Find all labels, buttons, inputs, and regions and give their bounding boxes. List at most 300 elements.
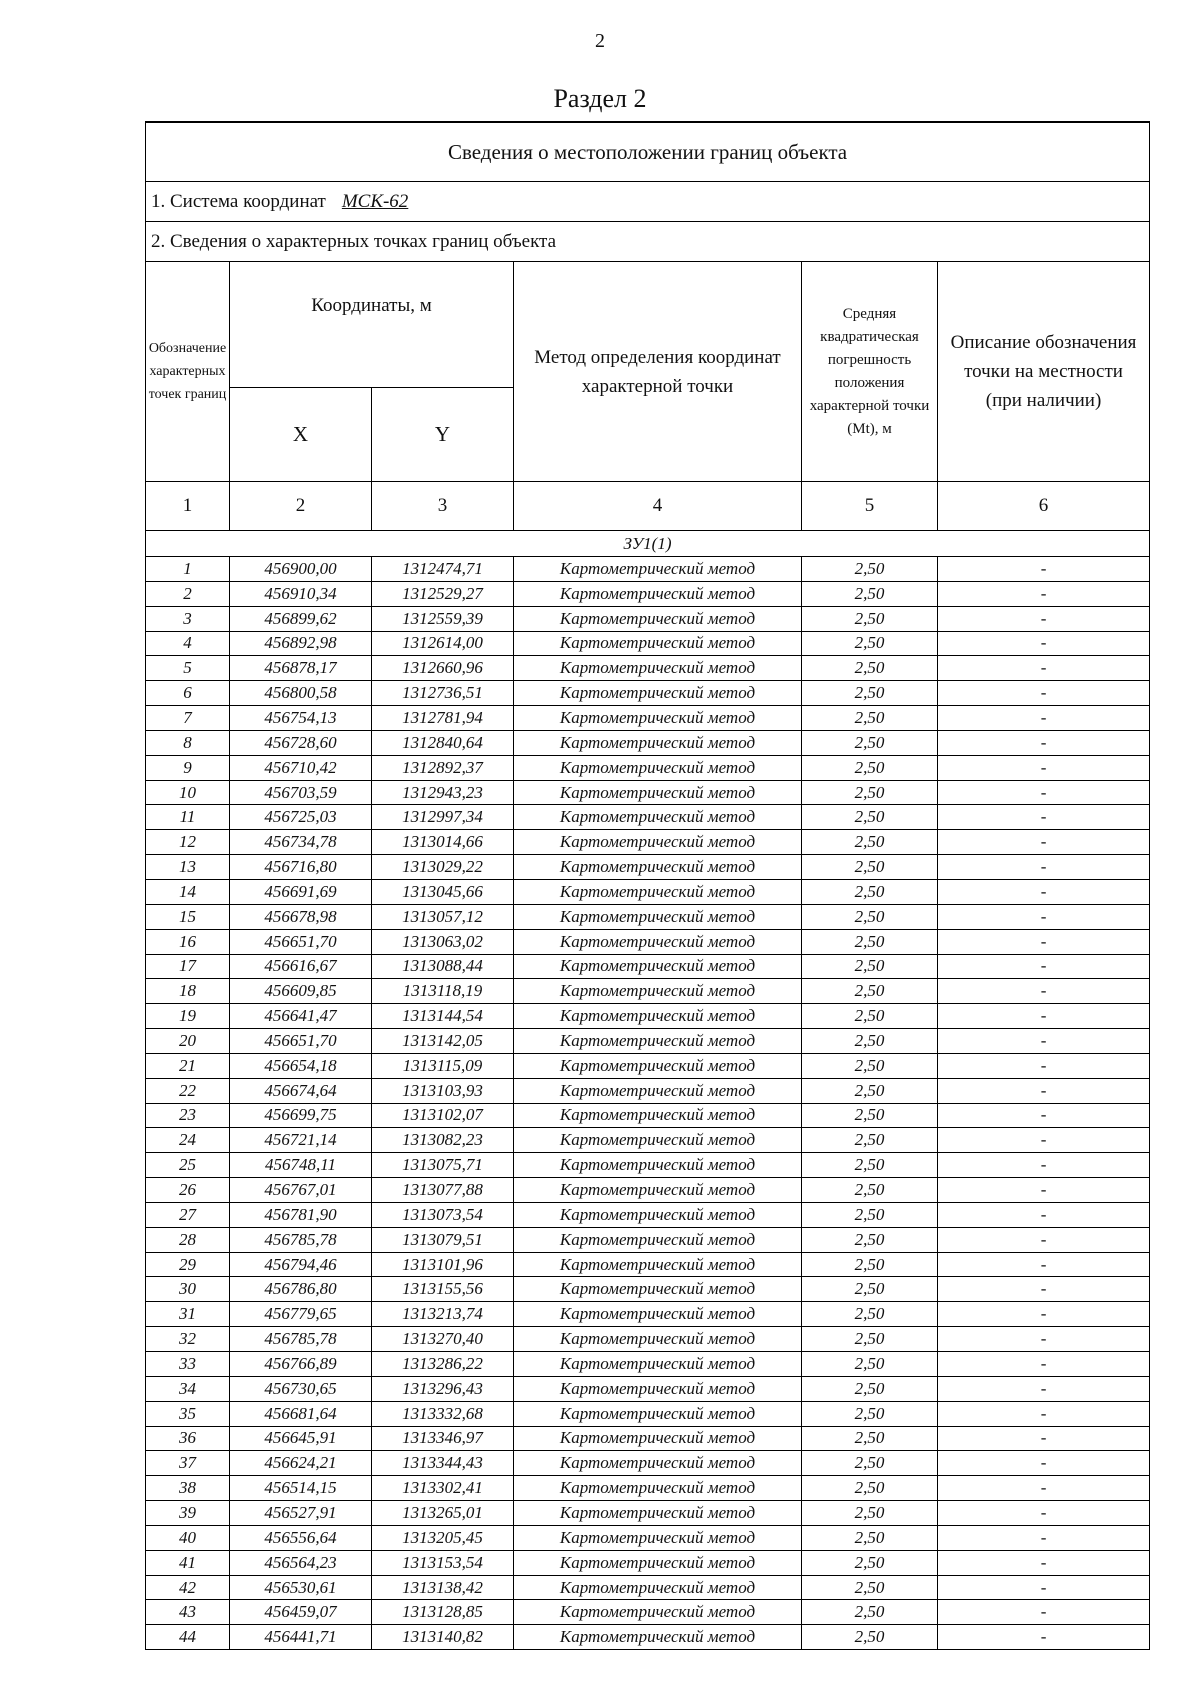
point-number-cell: 43 bbox=[146, 1600, 230, 1625]
point-number-cell: 23 bbox=[146, 1103, 230, 1128]
y-coordinate-cell: 1312840,64 bbox=[372, 730, 514, 755]
point-number-cell: 25 bbox=[146, 1153, 230, 1178]
point-number-cell: 38 bbox=[146, 1476, 230, 1501]
x-coordinate-cell: 456779,65 bbox=[230, 1302, 372, 1327]
section-title: Раздел 2 bbox=[553, 84, 647, 113]
column-number: 5 bbox=[802, 482, 938, 531]
y-coordinate-cell: 1312559,39 bbox=[372, 606, 514, 631]
method-cell: Картометрический метод bbox=[514, 1153, 802, 1178]
y-coordinate-cell: 1312614,00 bbox=[372, 631, 514, 656]
error-cell: 2,50 bbox=[802, 979, 938, 1004]
point-number-cell: 18 bbox=[146, 979, 230, 1004]
error-cell: 2,50 bbox=[802, 656, 938, 681]
point-number-cell: 8 bbox=[146, 730, 230, 755]
y-coordinate-cell: 1312529,27 bbox=[372, 581, 514, 606]
description-cell: - bbox=[938, 1575, 1150, 1600]
y-coordinate-cell: 1313142,05 bbox=[372, 1029, 514, 1054]
table-row bbox=[146, 929, 1150, 954]
zone-label: ЗУ1(1) bbox=[146, 531, 1150, 557]
error-cell: 2,50 bbox=[802, 1401, 938, 1426]
points-section-label: 2. Сведения о характерных точках границ объекта bbox=[146, 222, 1150, 262]
page-number: 2 bbox=[595, 30, 605, 52]
point-number-cell: 7 bbox=[146, 706, 230, 731]
y-coordinate-cell: 1313079,51 bbox=[372, 1227, 514, 1252]
point-number-cell: 16 bbox=[146, 929, 230, 954]
column-number: 4 bbox=[514, 482, 802, 531]
method-cell: Картометрический метод bbox=[514, 681, 802, 706]
error-cell: 2,50 bbox=[802, 1202, 938, 1227]
method-cell: Картометрический метод bbox=[514, 1625, 802, 1650]
description-cell: - bbox=[938, 855, 1150, 880]
error-cell: 2,50 bbox=[802, 1053, 938, 1078]
x-coordinate-cell: 456691,69 bbox=[230, 879, 372, 904]
x-coordinate-cell: 456441,71 bbox=[230, 1625, 372, 1650]
method-cell: Картометрический метод bbox=[514, 1426, 802, 1451]
error-cell: 2,50 bbox=[802, 755, 938, 780]
x-coordinate-cell: 456624,21 bbox=[230, 1451, 372, 1476]
error-cell: 2,50 bbox=[802, 855, 938, 880]
description-cell: - bbox=[938, 1202, 1150, 1227]
x-coordinate-cell: 456794,46 bbox=[230, 1252, 372, 1277]
x-coordinate-cell: 456754,13 bbox=[230, 706, 372, 731]
point-number-cell: 40 bbox=[146, 1525, 230, 1550]
y-coordinate-cell: 1312781,94 bbox=[372, 706, 514, 731]
error-cell: 2,50 bbox=[802, 1302, 938, 1327]
x-coordinate-cell: 456556,64 bbox=[230, 1525, 372, 1550]
y-coordinate-cell: 1313063,02 bbox=[372, 929, 514, 954]
table-row bbox=[146, 1451, 1150, 1476]
point-number-cell: 32 bbox=[146, 1327, 230, 1352]
y-coordinate-cell: 1313346,97 bbox=[372, 1426, 514, 1451]
error-cell: 2,50 bbox=[802, 1178, 938, 1203]
coord-system-row bbox=[146, 182, 1150, 222]
x-coordinate-cell: 456699,75 bbox=[230, 1103, 372, 1128]
description-cell: - bbox=[938, 805, 1150, 830]
error-cell: 2,50 bbox=[802, 1451, 938, 1476]
error-cell: 2,50 bbox=[802, 1625, 938, 1650]
point-number-cell: 37 bbox=[146, 1451, 230, 1476]
error-cell: 2,50 bbox=[802, 1476, 938, 1501]
point-number-cell: 3 bbox=[146, 606, 230, 631]
method-cell: Картометрический метод bbox=[514, 581, 802, 606]
x-coordinate-cell: 456785,78 bbox=[230, 1327, 372, 1352]
y-coordinate-cell: 1313128,85 bbox=[372, 1600, 514, 1625]
error-cell: 2,50 bbox=[802, 1277, 938, 1302]
method-cell: Картометрический метод bbox=[514, 904, 802, 929]
y-coordinate-cell: 1313118,19 bbox=[372, 979, 514, 1004]
error-cell: 2,50 bbox=[802, 1252, 938, 1277]
column-number: 6 bbox=[938, 482, 1150, 531]
method-cell: Картометрический метод bbox=[514, 1600, 802, 1625]
error-cell: 2,50 bbox=[802, 557, 938, 582]
method-cell: Картометрический метод bbox=[514, 706, 802, 731]
point-number-cell: 14 bbox=[146, 879, 230, 904]
point-number-cell: 11 bbox=[146, 805, 230, 830]
x-coordinate-cell: 456748,11 bbox=[230, 1153, 372, 1178]
error-cell: 2,50 bbox=[802, 1376, 938, 1401]
table-row bbox=[146, 1078, 1150, 1103]
table-row bbox=[146, 557, 1150, 582]
column-number: 3 bbox=[372, 482, 514, 531]
table-row bbox=[146, 1476, 1150, 1501]
point-number-cell: 33 bbox=[146, 1352, 230, 1377]
description-cell: - bbox=[938, 1376, 1150, 1401]
y-coordinate-cell: 1313057,12 bbox=[372, 904, 514, 929]
table-row bbox=[146, 1178, 1150, 1203]
y-coordinate-cell: 1312736,51 bbox=[372, 681, 514, 706]
table-row bbox=[146, 1277, 1150, 1302]
point-number-cell: 35 bbox=[146, 1401, 230, 1426]
description-cell: - bbox=[938, 1352, 1150, 1377]
method-cell: Картометрический метод bbox=[514, 1525, 802, 1550]
point-number-cell: 27 bbox=[146, 1202, 230, 1227]
method-cell: Картометрический метод bbox=[514, 1227, 802, 1252]
point-number-cell: 20 bbox=[146, 1029, 230, 1054]
error-cell: 2,50 bbox=[802, 730, 938, 755]
description-cell: - bbox=[938, 830, 1150, 855]
x-coordinate-cell: 456527,91 bbox=[230, 1501, 372, 1526]
method-cell: Картометрический метод bbox=[514, 755, 802, 780]
error-cell: 2,50 bbox=[802, 1352, 938, 1377]
coord-system-value: МСК-62 bbox=[341, 190, 409, 212]
error-cell: 2,50 bbox=[802, 606, 938, 631]
method-cell: Картометрический метод bbox=[514, 1550, 802, 1575]
table-row bbox=[146, 1202, 1150, 1227]
table-header bbox=[146, 122, 1150, 557]
y-coordinate-cell: 1312474,71 bbox=[372, 557, 514, 582]
x-coordinate-cell: 456703,59 bbox=[230, 780, 372, 805]
method-cell: Картометрический метод bbox=[514, 879, 802, 904]
description-cell: - bbox=[938, 557, 1150, 582]
error-cell: 2,50 bbox=[802, 706, 938, 731]
error-cell: 2,50 bbox=[802, 1525, 938, 1550]
method-cell: Картометрический метод bbox=[514, 830, 802, 855]
table-row bbox=[146, 979, 1150, 1004]
y-coordinate-cell: 1313213,74 bbox=[372, 1302, 514, 1327]
x-coordinate-cell: 456910,34 bbox=[230, 581, 372, 606]
x-coordinate-cell: 456899,62 bbox=[230, 606, 372, 631]
x-coordinate-cell: 456781,90 bbox=[230, 1202, 372, 1227]
x-coordinate-cell: 456767,01 bbox=[230, 1178, 372, 1203]
x-coordinate-cell: 456645,91 bbox=[230, 1426, 372, 1451]
description-cell: - bbox=[938, 780, 1150, 805]
y-coordinate-cell: 1313155,56 bbox=[372, 1277, 514, 1302]
description-cell: - bbox=[938, 581, 1150, 606]
method-cell: Картометрический метод bbox=[514, 1202, 802, 1227]
y-coordinate-cell: 1313270,40 bbox=[372, 1327, 514, 1352]
error-cell: 2,50 bbox=[802, 1103, 938, 1128]
error-cell: 2,50 bbox=[802, 1029, 938, 1054]
y-coordinate-cell: 1313014,66 bbox=[372, 830, 514, 855]
description-cell: - bbox=[938, 1327, 1150, 1352]
point-number-cell: 31 bbox=[146, 1302, 230, 1327]
error-cell: 2,50 bbox=[802, 1128, 938, 1153]
description-cell: - bbox=[938, 706, 1150, 731]
method-cell: Картометрический метод bbox=[514, 1103, 802, 1128]
column-header-row-1 bbox=[146, 262, 1150, 388]
description-cell: - bbox=[938, 1426, 1150, 1451]
description-cell: - bbox=[938, 656, 1150, 681]
table-row bbox=[146, 581, 1150, 606]
description-cell: - bbox=[938, 929, 1150, 954]
table-row bbox=[146, 1525, 1150, 1550]
y-coordinate-cell: 1313077,88 bbox=[372, 1178, 514, 1203]
point-number-cell: 24 bbox=[146, 1128, 230, 1153]
table-row bbox=[146, 1252, 1150, 1277]
table-row bbox=[146, 1227, 1150, 1252]
y-coordinate-cell: 1313296,43 bbox=[372, 1376, 514, 1401]
method-cell: Картометрический метод bbox=[514, 1128, 802, 1153]
x-coordinate-cell: 456616,67 bbox=[230, 954, 372, 979]
y-coordinate-cell: 1313101,96 bbox=[372, 1252, 514, 1277]
error-cell: 2,50 bbox=[802, 1426, 938, 1451]
x-coordinate-cell: 456651,70 bbox=[230, 1029, 372, 1054]
description-cell: - bbox=[938, 904, 1150, 929]
y-coordinate-cell: 1313286,22 bbox=[372, 1352, 514, 1377]
method-cell: Картометрический метод bbox=[514, 1327, 802, 1352]
point-number-cell: 26 bbox=[146, 1178, 230, 1203]
point-number-cell: 34 bbox=[146, 1376, 230, 1401]
error-cell: 2,50 bbox=[802, 830, 938, 855]
method-cell: Картометрический метод bbox=[514, 1501, 802, 1526]
x-coordinate-cell: 456530,61 bbox=[230, 1575, 372, 1600]
point-number-cell: 36 bbox=[146, 1426, 230, 1451]
x-coordinate-cell: 456892,98 bbox=[230, 631, 372, 656]
description-cell: - bbox=[938, 1103, 1150, 1128]
table-row bbox=[146, 706, 1150, 731]
header-method: Метод определения координат характерной точки bbox=[514, 262, 802, 482]
method-cell: Картометрический метод bbox=[514, 1451, 802, 1476]
table-row bbox=[146, 631, 1150, 656]
table-row bbox=[146, 1625, 1150, 1650]
table-row bbox=[146, 830, 1150, 855]
method-cell: Картометрический метод bbox=[514, 1178, 802, 1203]
point-number-cell: 41 bbox=[146, 1550, 230, 1575]
x-coordinate-cell: 456730,65 bbox=[230, 1376, 372, 1401]
x-coordinate-cell: 456459,07 bbox=[230, 1600, 372, 1625]
description-cell: - bbox=[938, 1525, 1150, 1550]
table-title-row bbox=[146, 122, 1150, 182]
description-cell: - bbox=[938, 1600, 1150, 1625]
column-number: 1 bbox=[146, 482, 230, 531]
error-cell: 2,50 bbox=[802, 1327, 938, 1352]
x-coordinate-cell: 456609,85 bbox=[230, 979, 372, 1004]
point-number-cell: 1 bbox=[146, 557, 230, 582]
points-body bbox=[146, 557, 1150, 1650]
y-coordinate-cell: 1313140,82 bbox=[372, 1625, 514, 1650]
error-cell: 2,50 bbox=[802, 879, 938, 904]
y-coordinate-cell: 1313045,66 bbox=[372, 879, 514, 904]
table-row bbox=[146, 1550, 1150, 1575]
error-cell: 2,50 bbox=[802, 1004, 938, 1029]
error-cell: 2,50 bbox=[802, 1153, 938, 1178]
point-number-cell: 21 bbox=[146, 1053, 230, 1078]
x-coordinate-cell: 456800,58 bbox=[230, 681, 372, 706]
x-coordinate-cell: 456725,03 bbox=[230, 805, 372, 830]
x-coordinate-cell: 456514,15 bbox=[230, 1476, 372, 1501]
description-cell: - bbox=[938, 1550, 1150, 1575]
point-number-cell: 6 bbox=[146, 681, 230, 706]
point-number-cell: 22 bbox=[146, 1078, 230, 1103]
table-row bbox=[146, 1376, 1150, 1401]
method-cell: Картометрический метод bbox=[514, 656, 802, 681]
point-number-cell: 19 bbox=[146, 1004, 230, 1029]
table-row bbox=[146, 904, 1150, 929]
table-row bbox=[146, 1401, 1150, 1426]
description-cell: - bbox=[938, 1053, 1150, 1078]
table-row bbox=[146, 656, 1150, 681]
table-row bbox=[146, 755, 1150, 780]
description-cell: - bbox=[938, 631, 1150, 656]
description-cell: - bbox=[938, 1004, 1150, 1029]
y-coordinate-cell: 1312660,96 bbox=[372, 656, 514, 681]
y-coordinate-cell: 1313302,41 bbox=[372, 1476, 514, 1501]
description-cell: - bbox=[938, 1401, 1150, 1426]
error-cell: 2,50 bbox=[802, 954, 938, 979]
y-coordinate-cell: 1313102,07 bbox=[372, 1103, 514, 1128]
x-coordinate-cell: 456734,78 bbox=[230, 830, 372, 855]
header-y: Y bbox=[372, 388, 514, 482]
point-number-cell: 2 bbox=[146, 581, 230, 606]
method-cell: Картометрический метод bbox=[514, 1376, 802, 1401]
method-cell: Картометрический метод bbox=[514, 1476, 802, 1501]
point-number-cell: 44 bbox=[146, 1625, 230, 1650]
description-cell: - bbox=[938, 1501, 1150, 1526]
table-row bbox=[146, 1352, 1150, 1377]
method-cell: Картометрический метод bbox=[514, 557, 802, 582]
y-coordinate-cell: 1313205,45 bbox=[372, 1525, 514, 1550]
boundary-table bbox=[145, 121, 1150, 1650]
error-cell: 2,50 bbox=[802, 581, 938, 606]
point-number-cell: 30 bbox=[146, 1277, 230, 1302]
x-coordinate-cell: 456710,42 bbox=[230, 755, 372, 780]
error-cell: 2,50 bbox=[802, 904, 938, 929]
point-number-cell: 4 bbox=[146, 631, 230, 656]
header-point-designation: Обозначение характерных точек границ bbox=[146, 262, 230, 482]
table-row bbox=[146, 1128, 1150, 1153]
y-coordinate-cell: 1313332,68 bbox=[372, 1401, 514, 1426]
table-row bbox=[146, 1103, 1150, 1128]
description-cell: - bbox=[938, 1302, 1150, 1327]
error-cell: 2,50 bbox=[802, 780, 938, 805]
y-coordinate-cell: 1313082,23 bbox=[372, 1128, 514, 1153]
point-number-cell: 28 bbox=[146, 1227, 230, 1252]
y-coordinate-cell: 1313075,71 bbox=[372, 1153, 514, 1178]
point-number-cell: 17 bbox=[146, 954, 230, 979]
table-row bbox=[146, 879, 1150, 904]
y-coordinate-cell: 1313088,44 bbox=[372, 954, 514, 979]
header-error: Средняя квадратическая погрешность положения характерной точки (Mt), м bbox=[802, 262, 938, 482]
point-number-cell: 13 bbox=[146, 855, 230, 880]
description-cell: - bbox=[938, 1078, 1150, 1103]
description-cell: - bbox=[938, 1277, 1150, 1302]
points-section-row bbox=[146, 222, 1150, 262]
error-cell: 2,50 bbox=[802, 929, 938, 954]
table-row bbox=[146, 780, 1150, 805]
description-cell: - bbox=[938, 1625, 1150, 1650]
method-cell: Картометрический метод bbox=[514, 1352, 802, 1377]
table-row bbox=[146, 1004, 1150, 1029]
error-cell: 2,50 bbox=[802, 631, 938, 656]
error-cell: 2,50 bbox=[802, 1600, 938, 1625]
method-cell: Картометрический метод bbox=[514, 1252, 802, 1277]
description-cell: - bbox=[938, 1029, 1150, 1054]
table-row bbox=[146, 1426, 1150, 1451]
header-coordinates: Координаты, м bbox=[230, 262, 514, 388]
point-number-cell: 10 bbox=[146, 780, 230, 805]
description-cell: - bbox=[938, 954, 1150, 979]
column-number: 2 bbox=[230, 482, 372, 531]
method-cell: Картометрический метод bbox=[514, 1277, 802, 1302]
y-coordinate-cell: 1312892,37 bbox=[372, 755, 514, 780]
x-coordinate-cell: 456654,18 bbox=[230, 1053, 372, 1078]
table-row bbox=[146, 681, 1150, 706]
description-cell: - bbox=[938, 1451, 1150, 1476]
method-cell: Картометрический метод bbox=[514, 780, 802, 805]
table-row bbox=[146, 730, 1150, 755]
x-coordinate-cell: 456681,64 bbox=[230, 1401, 372, 1426]
table-row bbox=[146, 1575, 1150, 1600]
point-number-cell: 39 bbox=[146, 1501, 230, 1526]
table-row bbox=[146, 855, 1150, 880]
coord-system-label: 1. Система координат bbox=[151, 190, 326, 212]
method-cell: Картометрический метод bbox=[514, 730, 802, 755]
error-cell: 2,50 bbox=[802, 1575, 938, 1600]
x-coordinate-cell: 456786,80 bbox=[230, 1277, 372, 1302]
point-number-cell: 42 bbox=[146, 1575, 230, 1600]
method-cell: Картометрический метод bbox=[514, 855, 802, 880]
y-coordinate-cell: 1313115,09 bbox=[372, 1053, 514, 1078]
description-cell: - bbox=[938, 1476, 1150, 1501]
table-row bbox=[146, 1153, 1150, 1178]
coord-system-cell bbox=[146, 182, 1150, 222]
header-x: X bbox=[230, 388, 372, 482]
x-coordinate-cell: 456651,70 bbox=[230, 929, 372, 954]
x-coordinate-cell: 456564,23 bbox=[230, 1550, 372, 1575]
method-cell: Картометрический метод bbox=[514, 1004, 802, 1029]
x-coordinate-cell: 456641,47 bbox=[230, 1004, 372, 1029]
x-coordinate-cell: 456785,78 bbox=[230, 1227, 372, 1252]
description-cell: - bbox=[938, 1128, 1150, 1153]
error-cell: 2,50 bbox=[802, 1078, 938, 1103]
method-cell: Картометрический метод bbox=[514, 1401, 802, 1426]
x-coordinate-cell: 456728,60 bbox=[230, 730, 372, 755]
description-cell: - bbox=[938, 1252, 1150, 1277]
table-row bbox=[146, 1302, 1150, 1327]
method-cell: Картометрический метод bbox=[514, 929, 802, 954]
method-cell: Картометрический метод bbox=[514, 1029, 802, 1054]
y-coordinate-cell: 1313344,43 bbox=[372, 1451, 514, 1476]
method-cell: Картометрический метод bbox=[514, 1053, 802, 1078]
y-coordinate-cell: 1312997,34 bbox=[372, 805, 514, 830]
table-row bbox=[146, 1327, 1150, 1352]
method-cell: Картометрический метод bbox=[514, 1302, 802, 1327]
description-cell: - bbox=[938, 681, 1150, 706]
x-coordinate-cell: 456716,80 bbox=[230, 855, 372, 880]
y-coordinate-cell: 1313144,54 bbox=[372, 1004, 514, 1029]
method-cell: Картометрический метод bbox=[514, 954, 802, 979]
x-coordinate-cell: 456900,00 bbox=[230, 557, 372, 582]
point-number-cell: 9 bbox=[146, 755, 230, 780]
table-row bbox=[146, 1600, 1150, 1625]
point-number-cell: 15 bbox=[146, 904, 230, 929]
description-cell: - bbox=[938, 755, 1150, 780]
description-cell: - bbox=[938, 606, 1150, 631]
table-row bbox=[146, 1053, 1150, 1078]
method-cell: Картометрический метод bbox=[514, 606, 802, 631]
x-coordinate-cell: 456721,14 bbox=[230, 1128, 372, 1153]
description-cell: - bbox=[938, 730, 1150, 755]
